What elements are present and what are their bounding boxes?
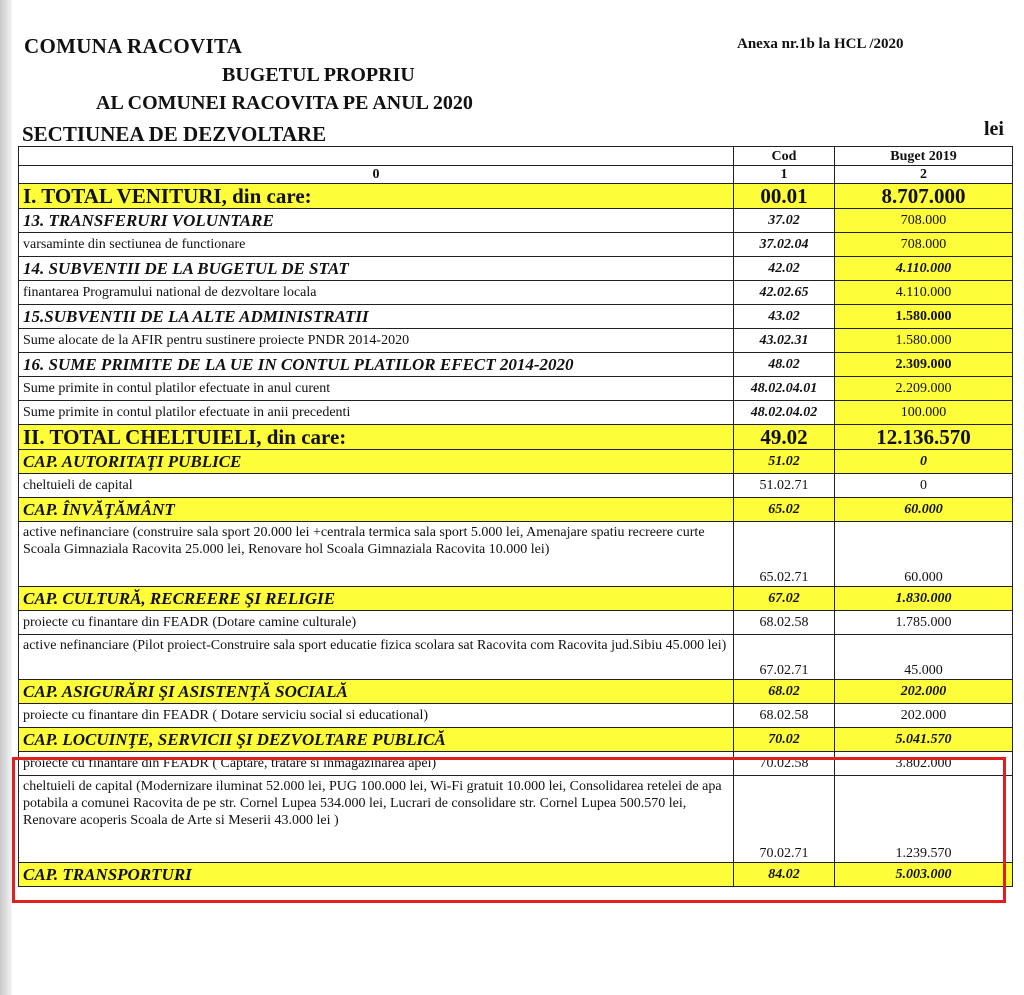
table-row (19, 184, 1013, 209)
row-code: 65.02 (734, 498, 835, 522)
table-row (19, 776, 1013, 863)
row-description (19, 776, 734, 863)
table-header-row (19, 147, 1013, 166)
table-row (19, 704, 1013, 728)
row-description: I. TOTAL VENITURI, din care: (19, 184, 734, 209)
table-row (19, 209, 1013, 233)
row-code: 70.02.58 (734, 752, 835, 776)
row-amount: 1.239.570 (835, 776, 1013, 863)
page-edge-shadow (0, 0, 12, 995)
row-description (19, 635, 734, 680)
column-number-0: 0 (19, 166, 734, 184)
row-amount: 2.209.000 (835, 377, 1013, 401)
row-code: 37.02 (734, 209, 835, 233)
document-title-line-1: BUGETUL PROPRIU (222, 64, 415, 86)
budget-table (18, 146, 1013, 887)
row-description: CAP. CULTURĂ, RECREERE ŞI RELIGIE (19, 587, 734, 611)
row-description: CAP. ÎNVĂŢĂMÂNT (19, 498, 734, 522)
row-amount: 202.000 (835, 680, 1013, 704)
row-description: CAP. LOCUINŢE, SERVICII ŞI DEZVOLTARE PUBLICĂ (19, 728, 734, 752)
header-description (19, 147, 734, 166)
table-row (19, 257, 1013, 281)
row-code: 43.02 (734, 305, 835, 329)
row-code: 51.02 (734, 450, 835, 474)
row-amount: 2.309.000 (835, 353, 1013, 377)
table-row (19, 377, 1013, 401)
row-code: 42.02.65 (734, 281, 835, 305)
row-code: 37.02.04 (734, 233, 835, 257)
annex-reference: Anexa nr.1b la HCL /2020 (737, 36, 904, 52)
column-number-2: 2 (835, 166, 1013, 184)
table-row (19, 611, 1013, 635)
row-amount: 708.000 (835, 209, 1013, 233)
row-code: 68.02.58 (734, 611, 835, 635)
row-description-text: active nefinanciare (construire sala sport 20.000 lei +centrala termica sala sport 5.000 lei, Amenajare spatiu recreere curte Scoala Gimnaziala Racovita 25.000 lei, Renovare hol Scoala Gimnaziala Racovita 10.000 lei) (23, 525, 705, 557)
column-number-1: 1 (734, 166, 835, 184)
row-code: 00.01 (734, 184, 835, 209)
row-code: 70.02.71 (734, 776, 835, 863)
document-title-line-2: AL COMUNEI RACOVITA PE ANUL 2020 (96, 92, 473, 114)
table-row (19, 281, 1013, 305)
row-description: 16. SUME PRIMITE DE LA UE IN CONTUL PLATILOR EFECT 2014-2020 (19, 353, 734, 377)
table-row (19, 863, 1013, 887)
row-amount: 1.785.000 (835, 611, 1013, 635)
row-code: 43.02.31 (734, 329, 835, 353)
row-code: 68.02 (734, 680, 835, 704)
row-description: CAP. TRANSPORTURI (19, 863, 734, 887)
table-row (19, 450, 1013, 474)
row-amount: 0 (835, 450, 1013, 474)
row-code: 48.02 (734, 353, 835, 377)
row-description: proiecte cu finantare din FEADR ( Dotare serviciu social si educational) (19, 704, 734, 728)
row-description: CAP. AUTORITAŢI PUBLICE (19, 450, 734, 474)
row-amount: 0 (835, 474, 1013, 498)
currency-label: lei (984, 118, 1004, 140)
table-row (19, 233, 1013, 257)
row-amount: 4.110.000 (835, 257, 1013, 281)
row-amount: 1.580.000 (835, 329, 1013, 353)
table-row (19, 425, 1013, 450)
row-amount: 5.003.000 (835, 863, 1013, 887)
row-code: 42.02 (734, 257, 835, 281)
row-description: Sume primite in contul platilor efectuate in anii precedenti (19, 401, 734, 425)
table-row (19, 635, 1013, 680)
row-amount: 708.000 (835, 233, 1013, 257)
table-row (19, 498, 1013, 522)
row-description: cheltuieli de capital (19, 474, 734, 498)
row-description: 14. SUBVENTII DE LA BUGETUL DE STAT (19, 257, 734, 281)
row-description: II. TOTAL CHELTUIELI, din care: (19, 425, 734, 450)
header-budget: Buget 2019 (835, 147, 1013, 166)
commune-name: COMUNA RACOVITA (24, 34, 243, 58)
column-number-row (19, 166, 1013, 184)
row-amount: 60.000 (835, 522, 1013, 587)
table-row (19, 728, 1013, 752)
row-amount: 8.707.000 (835, 184, 1013, 209)
table-row (19, 305, 1013, 329)
header-code: Cod (734, 147, 835, 166)
row-description: proiecte cu finantare din FEADR ( Captare, tratare si inmagazinarea apei) (19, 752, 734, 776)
table-row (19, 353, 1013, 377)
row-code: 68.02.58 (734, 704, 835, 728)
row-description-text: cheltuieli de capital (Modernizare iluminat 52.000 lei, PUG 100.000 lei, Wi-Fi gratuit 10.000 lei, Consolidarea retelei de apa potabila a comunei Racovita de pe str. Cornel Lupea 534.000 lei, Lucrari de consolidare str. Cornel Lupea 500.570 lei, Renovare acoperis Scoala de Arte si Meserii 43.000 lei ) (23, 779, 722, 828)
table-row (19, 587, 1013, 611)
row-code: 48.02.04.02 (734, 401, 835, 425)
row-description: CAP. ASIGURĂRI ŞI ASISTENŢĂ SOCIALĂ (19, 680, 734, 704)
row-code: 70.02 (734, 728, 835, 752)
section-title: SECTIUNEA DE DEZVOLTARE (22, 122, 327, 146)
row-description (19, 522, 734, 587)
row-amount: 60.000 (835, 498, 1013, 522)
row-code: 51.02.71 (734, 474, 835, 498)
table-row (19, 474, 1013, 498)
table-row (19, 522, 1013, 587)
row-code: 84.02 (734, 863, 835, 887)
row-amount: 1.580.000 (835, 305, 1013, 329)
row-amount: 3.802.000 (835, 752, 1013, 776)
table-row (19, 680, 1013, 704)
row-amount: 100.000 (835, 401, 1013, 425)
row-code: 48.02.04.01 (734, 377, 835, 401)
row-description-text: active nefinanciare (Pilot proiect-Construire sala sport educatie fizica scolara sat Racovita com Racovita jud.Sibiu 45.000 lei) (23, 638, 727, 653)
row-amount: 1.830.000 (835, 587, 1013, 611)
table-row (19, 752, 1013, 776)
row-amount: 45.000 (835, 635, 1013, 680)
row-code: 65.02.71 (734, 522, 835, 587)
row-code: 67.02 (734, 587, 835, 611)
row-code: 49.02 (734, 425, 835, 450)
table-row (19, 401, 1013, 425)
row-description: 13. TRANSFERURI VOLUNTARE (19, 209, 734, 233)
row-description: varsaminte din sectiunea de functionare (19, 233, 734, 257)
row-description: finantarea Programului national de dezvoltare locala (19, 281, 734, 305)
row-amount: 4.110.000 (835, 281, 1013, 305)
row-amount: 5.041.570 (835, 728, 1013, 752)
row-description: Sume alocate de la AFIR pentru sustinere proiecte PNDR 2014-2020 (19, 329, 734, 353)
row-description: 15.SUBVENTII DE LA ALTE ADMINISTRATII (19, 305, 734, 329)
table-row (19, 329, 1013, 353)
row-description: proiecte cu finantare din FEADR (Dotare camine culturale) (19, 611, 734, 635)
row-amount: 12.136.570 (835, 425, 1013, 450)
row-description: Sume primite in contul platilor efectuate in anul curent (19, 377, 734, 401)
row-code: 67.02.71 (734, 635, 835, 680)
row-amount: 202.000 (835, 704, 1013, 728)
